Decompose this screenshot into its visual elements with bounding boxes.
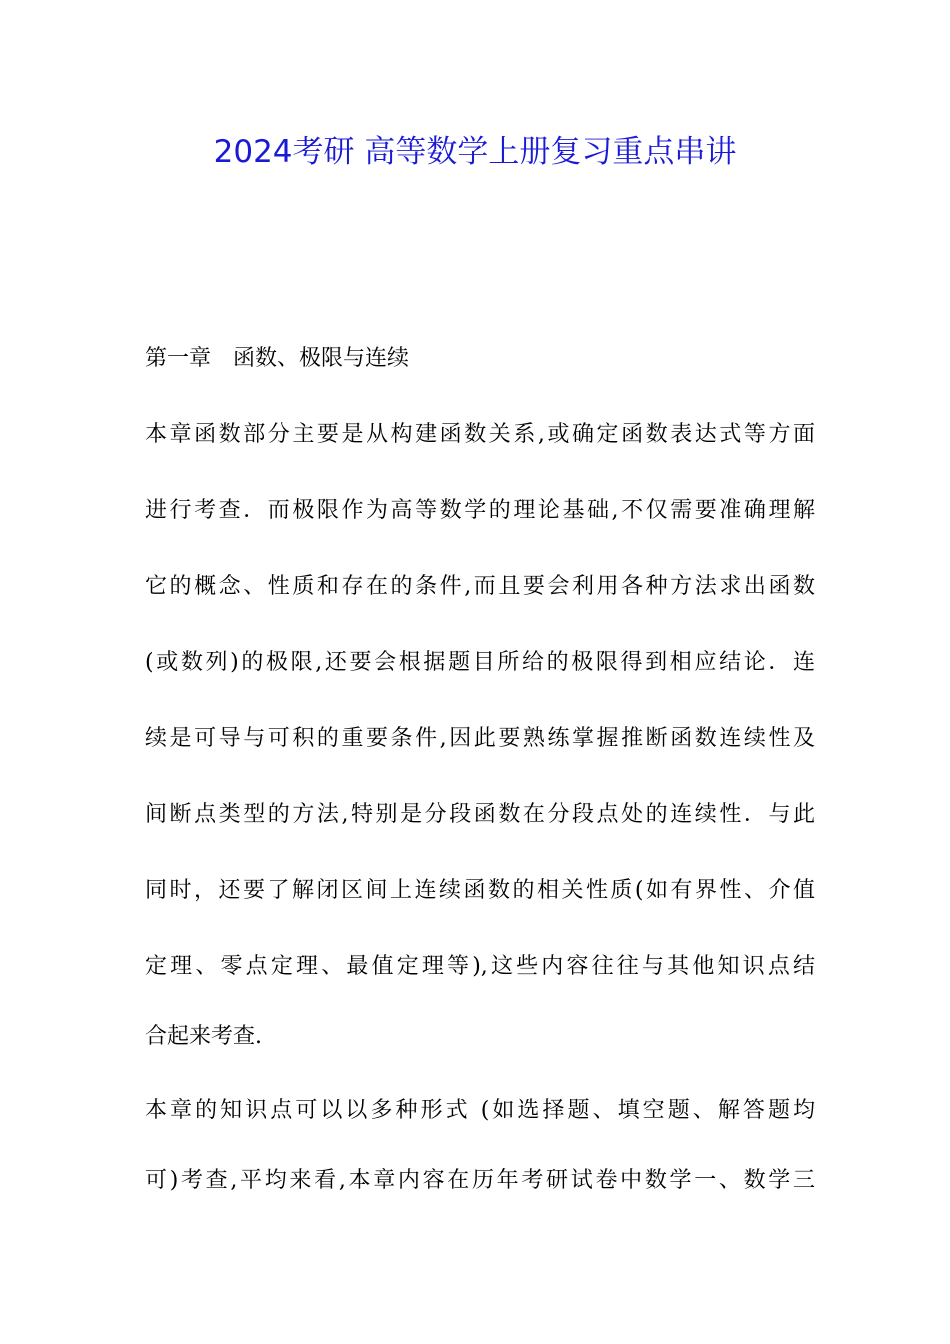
paragraph-line: 本章函数部分主要是从构建函数关系,或确定函数表达式等方面: [145, 422, 815, 447]
paragraph-line: 续是可导与可积的重要条件,因此要熟练掌握推断函数连续性及: [145, 726, 815, 751]
paragraph-line: 定理、零点定理、最值定理等),这些内容往往与其他知识点结: [145, 954, 815, 979]
chapter-heading: 第一章 函数、极限与连续: [145, 346, 410, 371]
paragraph-line: 合起来考查.: [145, 1024, 262, 1049]
paragraph-line: (或数列)的极限,还要会根据题目所给的极限得到相应结论．连: [145, 650, 815, 675]
paragraph-line: 同时，还要了解闭区间上连续函数的相关性质(如有界性、介值: [145, 878, 815, 903]
paragraph-line: 间断点类型的方法,特别是分段函数在分段点处的连续性．与此: [145, 802, 815, 827]
paragraph-line: 它的概念、性质和存在的条件,而且要会利用各种方法求出函数: [145, 574, 815, 599]
document-title: 2024考研 高等数学上册复习重点串讲: [213, 134, 737, 170]
paragraph-line: 进行考查．而极限作为高等数学的理论基础,不仅需要准确理解: [145, 498, 815, 523]
paragraph-line: 本章的知识点可以以多种形式 (如选择题、填空题、解答题均: [145, 1098, 815, 1123]
paragraph-line: 可)考查,平均来看,本章内容在历年考研试卷中数学一、数学三: [145, 1168, 815, 1193]
